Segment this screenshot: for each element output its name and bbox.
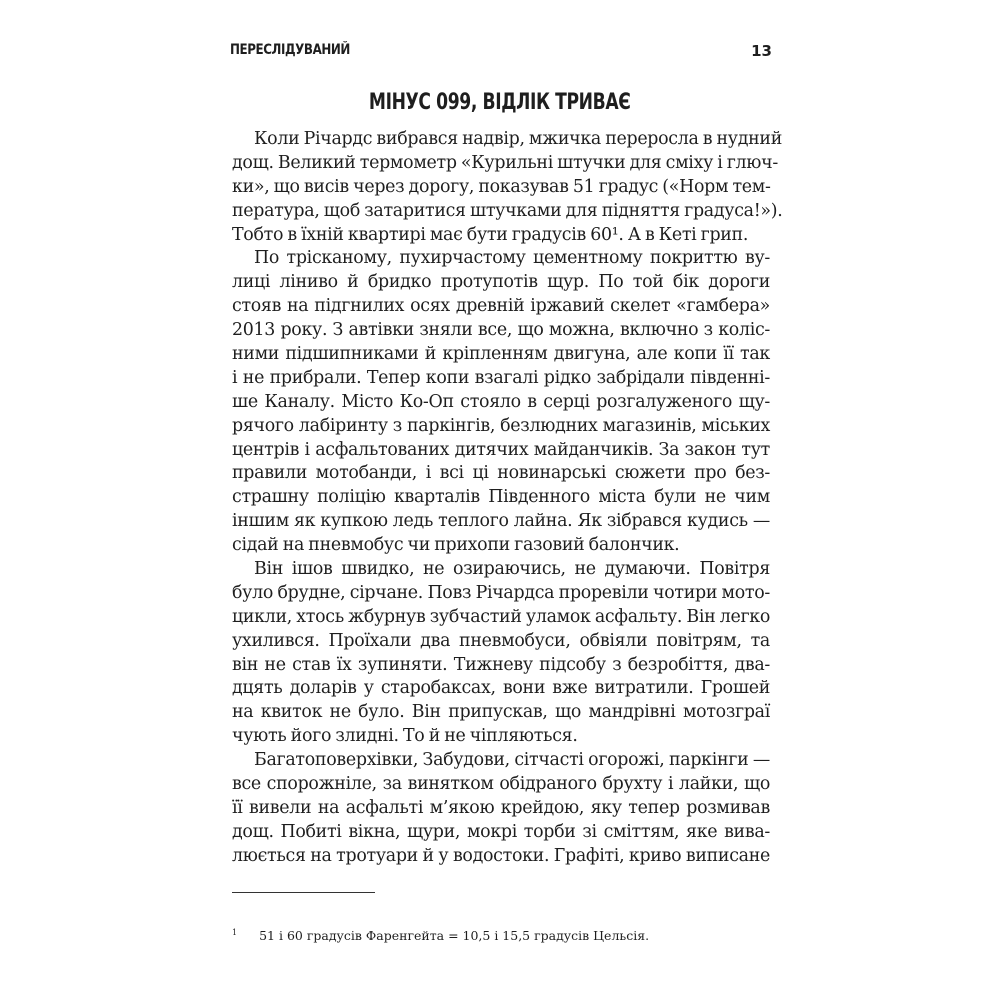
footnote bbox=[232, 928, 649, 943]
footnote-divider bbox=[232, 892, 375, 893]
paragraph bbox=[232, 558, 770, 749]
text-line: стояв на підгнилих осях древній іржавий скелет «гамбера» bbox=[232, 296, 770, 317]
paragraph bbox=[232, 128, 783, 247]
text-line: рячого лабіринту з паркінгів, безлюдних магазинів, міських bbox=[232, 415, 770, 436]
text-line: дощ. Побиті вікна, щури, мокрі торби зі сміттям, яке вива- bbox=[232, 821, 770, 842]
text-line: страшну поліцію кварталів Південного міста були не чим bbox=[232, 487, 770, 508]
text-line: лиці ліниво й бридко протупотів щур. По той бік дороги bbox=[232, 272, 770, 293]
text-line: ки», що висів через дорогу, показував 51 градус («Норм тем- bbox=[232, 176, 771, 197]
text-line: центрів і асфальтованих дитячих майданчиків. За закон тут bbox=[232, 439, 770, 460]
text-line: сідай на пневмобус чи прихопи газовий балончик. bbox=[232, 535, 680, 556]
text-line: ухилився. Проїхали два пневмобуси, обвіяли повітрям, та bbox=[232, 630, 770, 651]
paragraph bbox=[232, 749, 770, 868]
text-line: люється на тротуари й у водостоки. Графіті, криво виписане bbox=[232, 845, 770, 866]
running-title: ПЕРЕСЛІДУВАНИЙ bbox=[230, 42, 350, 58]
page-number: 13 bbox=[751, 42, 772, 60]
text-line: цикли, хтось жбурнув зубчастий уламок асфальту. Він легко bbox=[232, 606, 770, 627]
text-line: і не прибрали. Тепер копи взагалі рідко забрідали південні- bbox=[232, 367, 770, 388]
paragraph bbox=[232, 247, 770, 558]
text-line: її вивели на асфальті м’якою крейдою, яку тепер розмивав bbox=[232, 797, 770, 818]
text-line: Він ішов швидко, не озираючись, не думаючи. Повітря bbox=[254, 559, 770, 580]
text-line: на квиток не було. Він припускав, що мандрівні мотозграї bbox=[232, 702, 770, 723]
text-line: дощ. Великий термометр «Курильні штучки для сміху і глюч- bbox=[232, 152, 778, 173]
text-line: іншим як купкою ледь теплого лайна. Як зібрався кудись — bbox=[232, 511, 770, 532]
running-header bbox=[230, 42, 772, 64]
text-line: дцять доларів у старобаксах, вони вже витратили. Грошей bbox=[232, 678, 770, 699]
text-line: ними підшипниками й кріпленням двигуна, але копи її так bbox=[232, 344, 770, 365]
text-line: Коли Річардс вибрався надвір, мжичка переросла в нудний bbox=[254, 129, 783, 149]
text-line: чують його злидні. То й не чіпляються. bbox=[232, 726, 578, 747]
text-line: правили мотобанди, і всі ці новинарські сюжети про без- bbox=[232, 463, 770, 484]
footnote-mark: 1 bbox=[232, 928, 238, 937]
text-line: ше Каналу. Місто Ко-Оп стояло в серці розгалуженого щу- bbox=[232, 391, 770, 412]
text-line: Багатоповерхівки, Забудови, сітчасті огорожі, паркінги — bbox=[254, 750, 770, 771]
text-line: все спорожніле, за винятком обідраного брухту і лайки, що bbox=[232, 774, 770, 795]
text-line: було брудне, сірчане. Повз Річардса проревіли чотири мото- bbox=[232, 582, 770, 603]
text-line: він не став їх зупиняти. Тижневу підсобу з безробіття, два- bbox=[232, 654, 770, 675]
text-line: 2013 року. З автівки зняли все, що можна, включно з коліс- bbox=[232, 320, 770, 341]
chapter-title-text: МІНУС 099, ВІДЛІК ТРИВАЄ bbox=[369, 90, 631, 115]
footnote-text: 51 і 60 градусів Фаренгейта = 10,5 і 15,5 градусів Цельсія. bbox=[259, 928, 650, 943]
body-text bbox=[232, 128, 783, 869]
text-line: Тобто в їхній квартирі має бути градусів 60¹. А в Кеті грип. bbox=[232, 224, 749, 245]
text-line: пература, щоб затаритися штучками для підняття градуса!»). bbox=[232, 200, 783, 221]
chapter-title bbox=[0, 90, 1000, 115]
text-line: По тріскaному, пухирчастому цементному покриттю ву- bbox=[254, 248, 770, 269]
